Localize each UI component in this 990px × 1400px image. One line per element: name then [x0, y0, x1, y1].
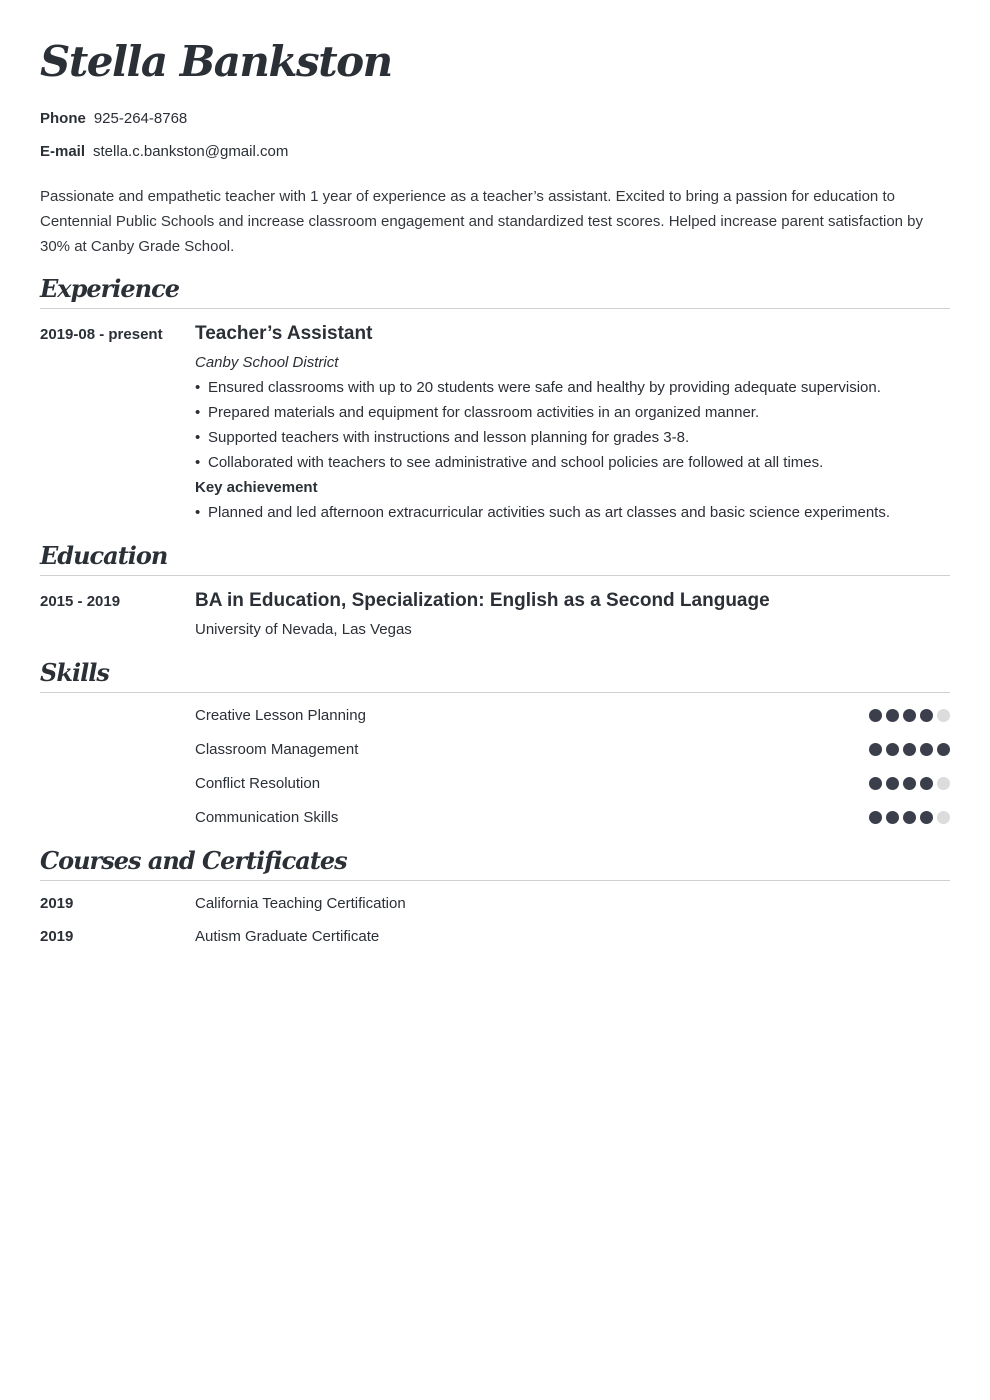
phone-value[interactable]: 925-264-8768 — [93, 110, 188, 127]
contact-phone — [40, 109, 187, 129]
experience-divider — [40, 308, 950, 309]
candidate-name: Stella Bankston — [40, 37, 392, 86]
skill-rating — [869, 811, 950, 824]
profile-summary: Passionate and empathetic teacher with 1 year of experience as a teacher’s assistant. Excited to bring a passion for education to Centennial Public Schools and increase classroom engagement and standardized test scores. Helped increase parent satisfaction by 30% at Canby Grade School. — [40, 188, 924, 255]
job-entry — [195, 321, 950, 525]
course-name: Autism Graduate Certificate — [195, 928, 380, 945]
skill-dot-filled — [920, 709, 933, 722]
skill-dot-filled — [903, 743, 916, 756]
course-year: 2019 — [40, 895, 74, 912]
skill-row — [195, 706, 950, 726]
experience-heading: Experience — [40, 274, 180, 303]
job-bullet-text: Collaborated with teachers to see administrative and school policies are followed at all times. — [208, 454, 824, 471]
skill-row — [195, 774, 950, 794]
courses-heading: Courses and Certificates — [40, 846, 347, 875]
skill-dot-empty — [937, 709, 950, 722]
skill-dot-filled — [903, 777, 916, 790]
education-heading: Education — [40, 541, 168, 570]
job-bullet-text: Supported teachers with instructions and lesson planning for grades 3-8. — [208, 429, 690, 446]
job-bullet: • Prepared materials and equipment for classroom activities in an organized manner. — [195, 404, 760, 421]
skill-name: Communication Skills — [195, 809, 339, 826]
skill-dot-filled — [886, 777, 899, 790]
key-achievement-bullet: • Planned and led afternoon extracurricular activities such as art classes and basic science experiments. — [195, 504, 891, 521]
key-achievement-text: Planned and led afternoon extracurricular activities such as art classes and basic science experiments. — [208, 504, 891, 521]
job-company: Canby School District — [195, 354, 339, 371]
key-achievement-label: Key achievement — [195, 479, 318, 496]
job-bullet: • Supported teachers with instructions and lesson planning for grades 3-8. — [195, 429, 690, 446]
skill-dot-filled — [920, 811, 933, 824]
job-dates: 2019-08 - present — [40, 326, 163, 343]
skill-dot-empty — [937, 811, 950, 824]
skill-rating — [869, 777, 950, 790]
skill-row — [195, 808, 950, 828]
skill-dot-empty — [937, 777, 950, 790]
course-year: 2019 — [40, 928, 74, 945]
skill-dot-filled — [886, 743, 899, 756]
contact-email — [40, 142, 288, 162]
skill-name: Classroom Management — [195, 741, 359, 758]
skill-dot-filled — [869, 811, 882, 824]
job-bullet: • Ensured classrooms with up to 20 students were safe and healthy by providing adequate supervision. — [195, 379, 881, 396]
skill-rating — [869, 743, 950, 756]
skill-name: Conflict Resolution — [195, 775, 321, 792]
education-entry — [195, 588, 950, 642]
phone-label: Phone — [40, 110, 86, 127]
skill-dot-filled — [869, 777, 882, 790]
skill-rating — [869, 709, 950, 722]
skill-dot-filled — [869, 709, 882, 722]
job-title: Teacher’s Assistant — [195, 323, 373, 344]
skill-dot-filled — [920, 743, 933, 756]
education-divider — [40, 575, 950, 576]
email-label: E-mail — [40, 143, 86, 160]
degree-title: BA in Education, Specialization: English as a Second Language — [195, 590, 770, 611]
skills-heading: Skills — [40, 658, 109, 687]
skill-name: Creative Lesson Planning — [195, 707, 366, 724]
skill-dot-filled — [920, 777, 933, 790]
education-dates: 2015 - 2019 — [40, 593, 121, 610]
courses-divider — [40, 880, 950, 881]
job-bullet: • Collaborated with teachers to see administrative and school policies are followed at all times. — [195, 454, 824, 471]
course-name: California Teaching Certification — [195, 895, 406, 912]
skill-dot-filled — [869, 743, 882, 756]
job-bullet-text: Ensured classrooms with up to 20 students were safe and healthy by providing adequate supervision. — [208, 379, 881, 396]
school-name: University of Nevada, Las Vegas — [195, 621, 412, 638]
skill-row — [195, 740, 950, 760]
skill-dot-filled — [886, 709, 899, 722]
skill-dot-filled — [903, 811, 916, 824]
email-value[interactable]: stella.c.bankston@gmail.com — [93, 143, 289, 160]
skill-dot-filled — [886, 811, 899, 824]
skill-dot-filled — [937, 743, 950, 756]
skill-dot-filled — [903, 709, 916, 722]
job-bullet-text: Prepared materials and equipment for classroom activities in an organized manner. — [208, 404, 760, 421]
skills-divider — [40, 692, 950, 693]
